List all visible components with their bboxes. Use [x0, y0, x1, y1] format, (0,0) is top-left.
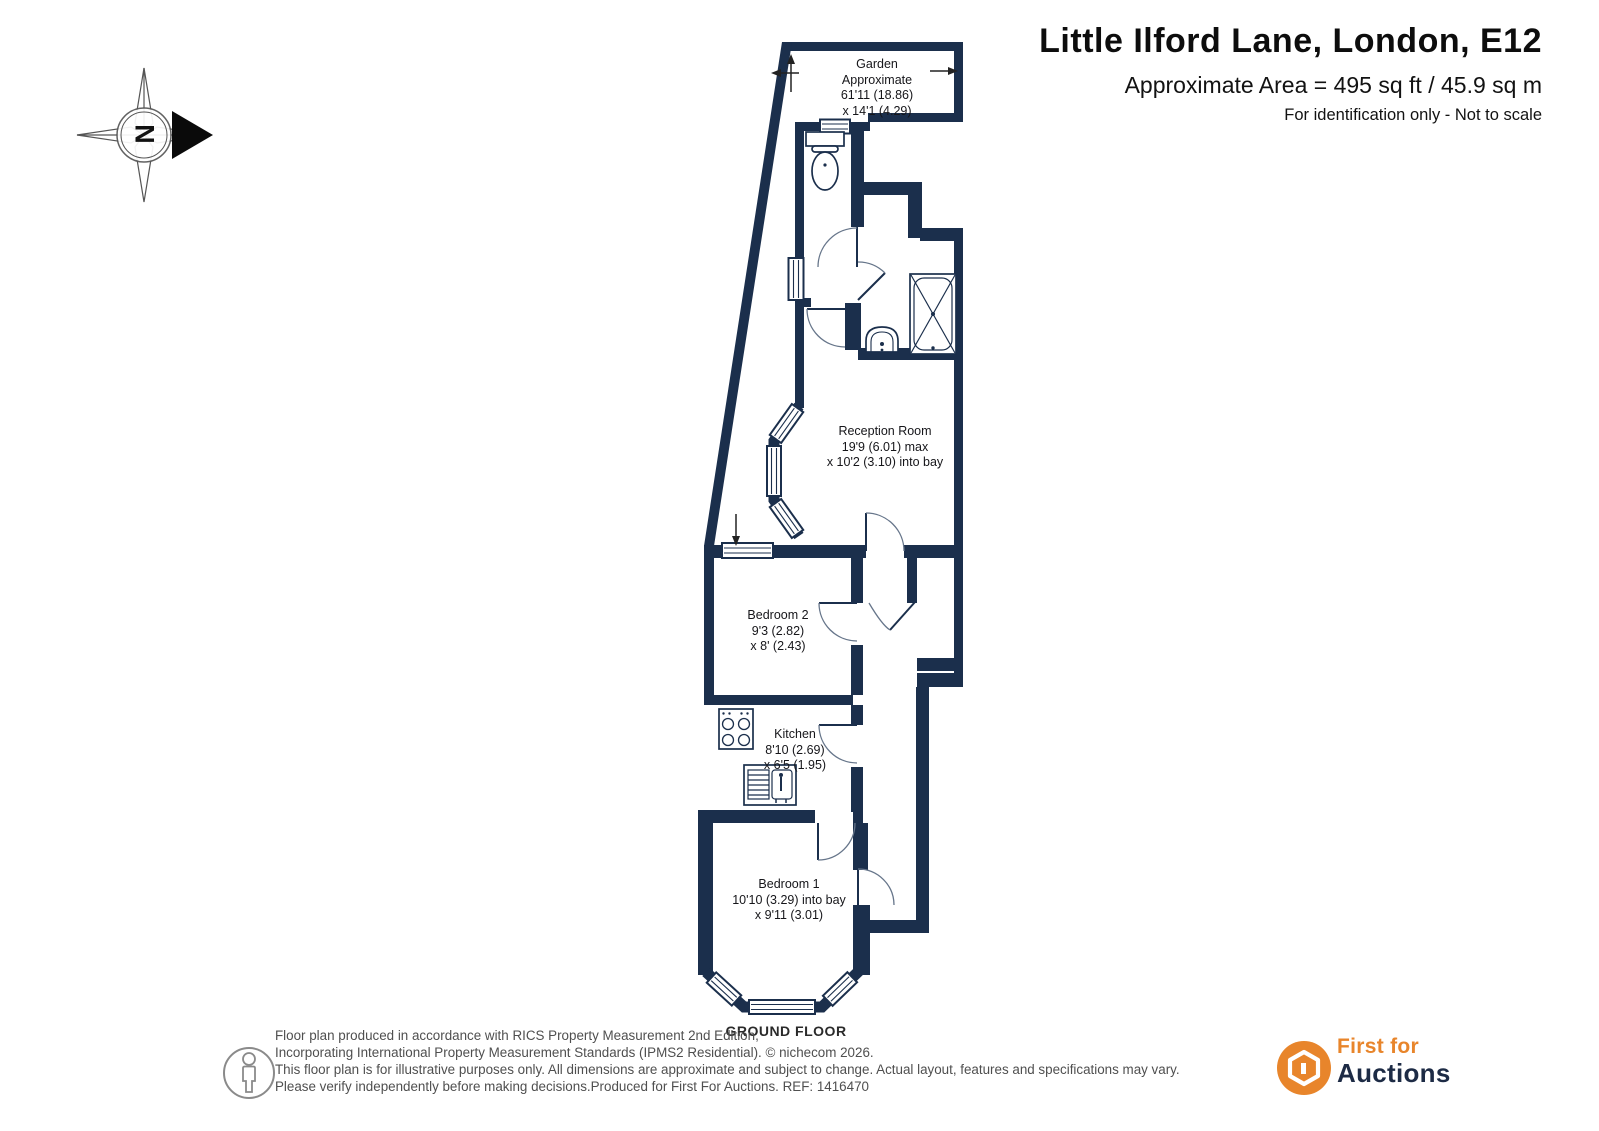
bedroom1-bay-window-right-icon — [823, 972, 857, 1006]
label-line: Bedroom 1 — [758, 877, 820, 891]
label-line: x 6'5 (1.95) — [763, 758, 827, 772]
auctions-logo-text — [1337, 1036, 1451, 1086]
footer-line: Incorporating International Property Measurement Standards (IPMS2 Residential). © nichecom 2026. — [275, 1045, 874, 1060]
label-line: Garden — [856, 57, 898, 71]
bedroom2-label — [747, 608, 808, 655]
footer-line: Floor plan produced in accordance with RICS Property Measurement 2nd Edition, — [275, 1028, 759, 1043]
scale-note: For identification only - Not to scale — [1284, 106, 1542, 124]
person-icon — [224, 1048, 274, 1098]
bedroom1-label — [732, 877, 846, 924]
label-line: 61'11 (18.86) — [840, 88, 914, 102]
label-line: Bedroom 2 — [747, 608, 809, 622]
logo-line-bottom: Auctions — [1337, 1058, 1451, 1088]
footer-line: Please verify independently before making decisions.Produced for First For Auctions. REF: 1416470 — [275, 1079, 869, 1094]
label-line: 19'9 (6.01) max — [841, 439, 929, 454]
hob-icon — [719, 709, 753, 749]
reception-bay-window-top-icon — [770, 404, 803, 443]
label-line: x 10'2 (3.10) into bay — [826, 455, 944, 469]
bedroom1-rear-door — [858, 869, 894, 905]
entrance-arrow-icon — [732, 514, 740, 546]
bedroom2-door — [819, 603, 857, 641]
north-arrow-icon — [172, 111, 213, 159]
garden-label — [841, 57, 913, 119]
bedroom1-door — [818, 823, 855, 860]
wc-door — [818, 227, 857, 267]
reception-room-label — [827, 424, 943, 471]
bedroom1-bay-window-left-icon — [707, 972, 742, 1005]
footer-disclaimer — [275, 1027, 1180, 1095]
shower-icon — [910, 274, 956, 354]
closet-door — [869, 602, 915, 630]
bathroom-door — [858, 262, 885, 300]
hall-reception-door — [807, 309, 845, 347]
page-title: Little Ilford Lane, London, E12 — [1039, 22, 1542, 60]
label-line: x 14'1 (4.29) — [842, 103, 912, 118]
area-summary: Approximate Area = 495 sq ft / 45.9 sq m — [1124, 72, 1542, 98]
garden-dimension-arrow-right-icon — [930, 67, 958, 75]
label-line: x 9'11 (3.01) — [754, 908, 824, 922]
label-line: 10'10 (3.29) into bay — [732, 892, 846, 907]
reception-hallway-door — [866, 513, 904, 551]
label-line: Approximate — [841, 72, 913, 87]
label-line: 9'3 (2.82) — [751, 623, 805, 638]
label-line: Reception Room — [838, 424, 932, 438]
label-line: x 8' (2.43) — [750, 639, 806, 653]
toilet-icon — [806, 132, 844, 190]
basin-icon — [866, 327, 898, 352]
auctions-logo-icon — [1277, 1041, 1331, 1095]
floor-label: GROUND FLOOR — [725, 1023, 847, 1039]
compass-north-letter: N — [129, 124, 160, 144]
footer-line: This floor plan is for illustrative purposes only. All dimensions are approximate and subject to change. Actual layout, features and specifications may vary. — [275, 1062, 1180, 1077]
reception-bay-window-mid-icon — [767, 446, 781, 496]
label-line: Kitchen — [774, 727, 816, 741]
wc-side-window-icon — [789, 258, 804, 300]
bedroom1-bay-window-mid-icon — [749, 1000, 815, 1014]
label-line: 8'10 (2.69) — [765, 742, 825, 757]
header — [1039, 22, 1542, 125]
kitchen-label — [764, 727, 826, 774]
entrance-window-icon — [722, 543, 773, 558]
logo-line-top: First for — [1337, 1035, 1420, 1058]
reception-bay-window-bottom-icon — [770, 499, 803, 538]
